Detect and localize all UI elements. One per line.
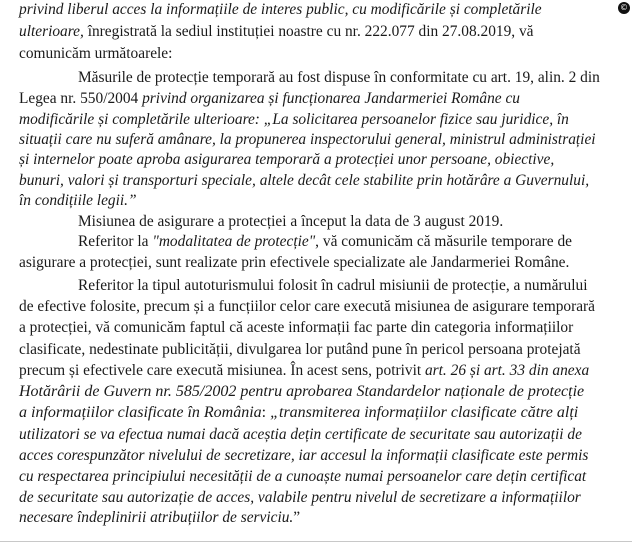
italic-text-run: cu respectarea principiului necesității de a cunoaște numai persoanelor care dețin certificat [19, 468, 587, 485]
text-line [19, 446, 588, 466]
text-line [19, 508, 300, 528]
text-line [19, 297, 595, 317]
text-line [19, 191, 137, 211]
text-run: comunicăm următoarele: [19, 45, 173, 62]
text-line [19, 0, 542, 20]
text-line [19, 488, 581, 508]
text-line [19, 425, 582, 445]
italic-text-run: situații care nu suferă amânare, la propunerea inspectorului general, ministrul administrației [19, 131, 596, 148]
text-run: precum și efectivele care execută misiunea. În acest sens, potrivit [19, 362, 425, 379]
text-line [19, 110, 569, 130]
text-line [19, 89, 520, 109]
italic-text-run: în condițiile legii.” [19, 192, 137, 209]
text-run: Referitor la tipul autoturismului folosit în cadrul misiunii de protecție, a numărului [78, 277, 588, 294]
text-line [19, 150, 554, 170]
text-line [19, 467, 586, 487]
text-line [19, 403, 578, 423]
text-line [19, 340, 581, 360]
text-line [19, 361, 589, 381]
italic-text-run: privind organizarea și funcționarea Jandarmeriei Române cu [142, 90, 520, 107]
text-run: de efective folosite, precum și a funcțiilor celor care execută misiunea de asigurare temporară [19, 298, 596, 315]
text-line [78, 212, 503, 232]
text-line [19, 318, 573, 338]
text-run: Măsurile de protecție temporară au fost dispuse în conformitate cu art. 19, alin. 2 din [78, 69, 600, 86]
italic-text-run: art. 26 și art. 33 din anexa [424, 362, 590, 379]
italic-text-run: Hotărârii de Guvern nr. 585/2002 pentru aprobarea Standardelor naționale de protecție [19, 383, 585, 400]
italic-text-run: "modalitatea de protecție" [152, 233, 316, 250]
text-run: Legea nr. 550/2004 [19, 90, 143, 107]
text-line [19, 171, 589, 191]
text-line [78, 276, 588, 296]
text-run: ” [293, 509, 301, 526]
text-line [78, 68, 600, 88]
text-line [19, 44, 172, 64]
italic-text-run: privind liberul acces la informațiile de interes public, cu modificările și completările [19, 1, 542, 18]
italic-text-run: modificările și completările ulterioare: „La solicitarea persoanelor fizice sau juridice, în [19, 111, 569, 128]
text-run: asigurare a protecției, sunt realizate prin efectivele specializate ale Jandarmeriei Române. [19, 254, 570, 271]
text-line [19, 22, 534, 42]
italic-text-run: ulterioare, [19, 23, 84, 40]
text-run: înregistrată la sediul instituției noastre cu nr. 222.077 din 27.08.2019, vă [83, 23, 534, 40]
text-line [19, 130, 596, 150]
text-run: Misiunea de asigurare a protecției a început la data de 3 august 2019. [78, 213, 504, 230]
text-run: : [261, 404, 271, 421]
text-line [19, 382, 584, 402]
text-line [19, 253, 569, 273]
italic-text-run: utilizatori se va efectua numai dacă aceștia dețin certificate de securitate sau autorizații de [19, 426, 582, 443]
italic-text-run: bunuri, valori și transporturi speciale, altele decât cele stabilite prin hotărâre a Guvernului, [19, 172, 590, 189]
italic-text-run: acces corespunzător nivelului de secretizare, iar accesul la informații clasificate este permis [19, 447, 589, 464]
page-bottom-edge [0, 541, 632, 542]
copyright-mark: © [620, 3, 628, 12]
italic-text-run: de securitate sau autorizație de acces, valabile pentru nivelul de secretizare a informațiilor [19, 489, 581, 506]
italic-text-run: a informațiilor clasificate în România [19, 404, 262, 421]
text-line [78, 232, 572, 252]
italic-text-run: și internelor poate aproba asigurarea temporară a protecției unor persoane, obiective, [19, 151, 555, 168]
italic-text-run: necesare îndeplinirii atribuțiilor de serviciu. [19, 509, 294, 526]
text-run: clasificate, nedestinate publicității, divulgarea lor putând pune în pericol persoana protejată [19, 341, 581, 358]
text-run: a protecției, vă comunicăm faptul că aceste informații fac parte din categoria informațiilor [19, 319, 574, 336]
italic-text-run: „transmiterea informațiilor clasificate către alți [270, 404, 579, 421]
text-run: , vă comunicăm că măsurile temporare de [315, 233, 572, 250]
text-run: Referitor la [78, 233, 153, 250]
